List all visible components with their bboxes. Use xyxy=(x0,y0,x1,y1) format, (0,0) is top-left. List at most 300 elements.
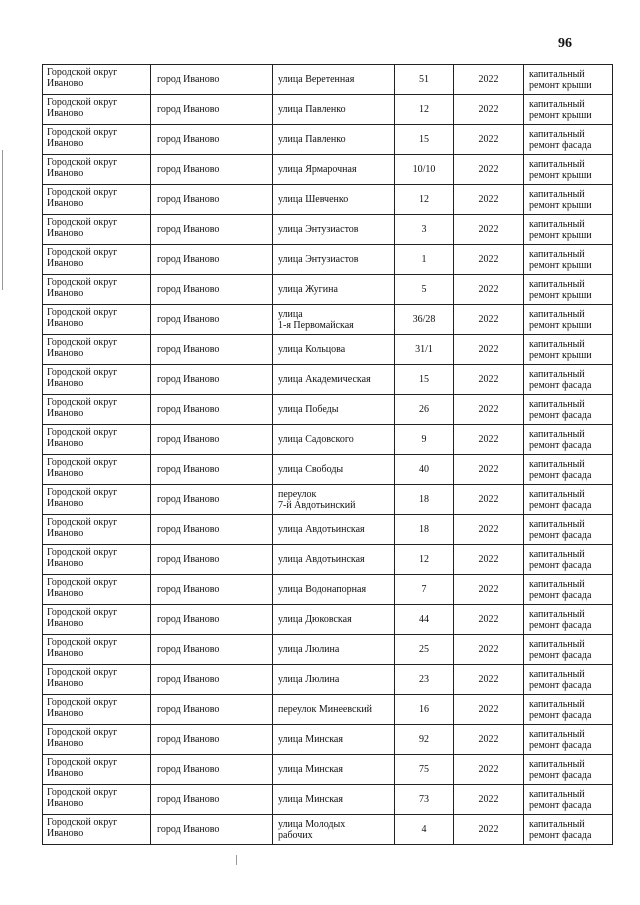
cell-city-text: город Иваново xyxy=(157,224,220,235)
cell-street xyxy=(273,275,395,305)
cell-house xyxy=(395,635,454,665)
cell-work xyxy=(524,545,613,575)
cell-district-text: Городской округ Иваново xyxy=(47,217,118,239)
cell-work-text: капитальный ремонт фасада xyxy=(529,518,592,541)
cell-street xyxy=(273,395,395,425)
cell-year xyxy=(454,245,524,275)
cell-work-text: капитальный ремонт фасада xyxy=(529,578,592,601)
cell-work-text: капитальный ремонт крыши xyxy=(529,188,592,211)
cell-district-text: Городской округ Иваново xyxy=(47,397,118,419)
table-row xyxy=(43,305,613,335)
cell-work xyxy=(524,125,613,155)
cell-district xyxy=(43,95,151,125)
cell-work-text: капитальный ремонт фасада xyxy=(529,458,592,481)
table-row xyxy=(43,335,613,365)
table-row xyxy=(43,365,613,395)
cell-work xyxy=(524,65,613,95)
cell-year xyxy=(454,275,524,305)
cell-city xyxy=(151,815,273,845)
table-row xyxy=(43,815,613,845)
cell-house xyxy=(395,515,454,545)
cell-house-text: 26 xyxy=(419,404,429,415)
cell-district-text: Городской округ Иваново xyxy=(47,427,118,449)
cell-year-text: 2022 xyxy=(478,584,499,595)
cell-street xyxy=(273,305,395,335)
cell-work xyxy=(524,425,613,455)
cell-work-text: капитальный ремонт фасада xyxy=(529,608,592,631)
cell-street-text: улица Энтузиастов xyxy=(278,224,359,235)
table-row xyxy=(43,515,613,545)
cell-year xyxy=(454,215,524,245)
cell-house-text: 3 xyxy=(421,224,427,235)
cell-year xyxy=(454,95,524,125)
cell-city xyxy=(151,545,273,575)
cell-city xyxy=(151,785,273,815)
cell-house-text: 1 xyxy=(421,254,427,265)
cell-work xyxy=(524,665,613,695)
table-row xyxy=(43,575,613,605)
cell-year-text: 2022 xyxy=(478,824,499,835)
cell-street xyxy=(273,725,395,755)
table-row xyxy=(43,245,613,275)
cell-district xyxy=(43,365,151,395)
cell-year xyxy=(454,575,524,605)
cell-city xyxy=(151,245,273,275)
cell-house xyxy=(395,335,454,365)
cell-street-text: улица Шевченко xyxy=(278,194,349,205)
cell-work-text: капитальный ремонт фасада xyxy=(529,398,592,421)
cell-house-text: 40 xyxy=(419,464,429,475)
table-row xyxy=(43,155,613,185)
cell-house xyxy=(395,275,454,305)
cell-street xyxy=(273,425,395,455)
cell-street-text: улица Павленко xyxy=(278,134,346,145)
cell-year-text: 2022 xyxy=(478,434,499,445)
cell-work-text: капитальный ремонт фасада xyxy=(529,698,592,721)
cell-district-text: Городской округ Иваново xyxy=(47,187,118,209)
cell-work xyxy=(524,155,613,185)
cell-year-text: 2022 xyxy=(478,134,499,145)
cell-city-text: город Иваново xyxy=(157,314,220,325)
cell-city xyxy=(151,755,273,785)
cell-year-text: 2022 xyxy=(478,194,499,205)
cell-work-text: капитальный ремонт крыши xyxy=(529,248,592,271)
cell-city-text: город Иваново xyxy=(157,524,220,535)
cell-city-text: город Иваново xyxy=(157,764,220,775)
cell-district xyxy=(43,185,151,215)
cell-year-text: 2022 xyxy=(478,524,499,535)
cell-work xyxy=(524,305,613,335)
cell-house xyxy=(395,395,454,425)
cell-street xyxy=(273,815,395,845)
cell-house xyxy=(395,485,454,515)
cell-house-text: 36/28 xyxy=(412,314,436,325)
cell-city xyxy=(151,305,273,335)
cell-work xyxy=(524,755,613,785)
cell-district-text: Городской округ Иваново xyxy=(47,487,118,509)
cell-work xyxy=(524,785,613,815)
cell-house xyxy=(395,725,454,755)
cell-city xyxy=(151,665,273,695)
cell-house xyxy=(395,455,454,485)
cell-city xyxy=(151,425,273,455)
cell-city-text: город Иваново xyxy=(157,434,220,445)
cell-city-text: город Иваново xyxy=(157,404,220,415)
cell-street xyxy=(273,335,395,365)
table-row xyxy=(43,125,613,155)
cell-city xyxy=(151,125,273,155)
cell-year-text: 2022 xyxy=(478,314,499,325)
cell-house-text: 16 xyxy=(419,704,429,715)
cell-house-text: 12 xyxy=(419,554,429,565)
cell-house-text: 9 xyxy=(421,434,427,445)
table-row xyxy=(43,635,613,665)
cell-street xyxy=(273,245,395,275)
cell-house-text: 12 xyxy=(419,194,429,205)
cell-city-text: город Иваново xyxy=(157,134,220,145)
cell-city xyxy=(151,575,273,605)
cell-street xyxy=(273,785,395,815)
cell-year xyxy=(454,695,524,725)
cell-house-text: 44 xyxy=(419,614,429,625)
cell-house xyxy=(395,425,454,455)
table-row xyxy=(43,425,613,455)
table-row xyxy=(43,545,613,575)
cell-city-text: город Иваново xyxy=(157,194,220,205)
cell-street-text: улица Свободы xyxy=(278,464,344,475)
cell-street-text: улица Минская xyxy=(278,734,343,745)
cell-year xyxy=(454,395,524,425)
cell-year xyxy=(454,185,524,215)
cell-city-text: город Иваново xyxy=(157,794,220,805)
cell-city-text: город Иваново xyxy=(157,464,220,475)
cell-city xyxy=(151,335,273,365)
cell-year-text: 2022 xyxy=(478,674,499,685)
cell-street-text: улица Энтузиастов xyxy=(278,254,359,265)
cell-district xyxy=(43,515,151,545)
cell-district xyxy=(43,815,151,845)
cell-district-text: Городской округ Иваново xyxy=(47,277,118,299)
cell-street-text: улица Люлина xyxy=(278,674,340,685)
cell-year xyxy=(454,425,524,455)
cell-street xyxy=(273,665,395,695)
cell-district-text: Городской округ Иваново xyxy=(47,727,118,749)
cell-year-text: 2022 xyxy=(478,404,499,415)
cell-street xyxy=(273,365,395,395)
cell-work-text: капитальный ремонт фасада xyxy=(529,488,592,511)
cell-street xyxy=(273,605,395,635)
cell-district xyxy=(43,665,151,695)
cell-house-text: 75 xyxy=(419,764,429,775)
cell-street-text: улица Павленко xyxy=(278,104,346,115)
cell-work-text: капитальный ремонт фасада xyxy=(529,368,592,391)
cell-year-text: 2022 xyxy=(478,254,499,265)
page-number: 96 xyxy=(558,36,572,51)
cell-year-text: 2022 xyxy=(478,224,499,235)
cell-street-text: переулок 7-й Авдотьинский xyxy=(278,488,356,511)
cell-year xyxy=(454,545,524,575)
table-row xyxy=(43,215,613,245)
cell-city-text: город Иваново xyxy=(157,734,220,745)
cell-street xyxy=(273,545,395,575)
cell-district xyxy=(43,575,151,605)
cell-district xyxy=(43,425,151,455)
cell-city xyxy=(151,275,273,305)
cell-city-text: город Иваново xyxy=(157,284,220,295)
cell-district-text: Городской округ Иваново xyxy=(47,607,118,629)
cell-year-text: 2022 xyxy=(478,734,499,745)
cell-work-text: капитальный ремонт крыши xyxy=(529,98,592,121)
cell-work xyxy=(524,215,613,245)
cell-work xyxy=(524,725,613,755)
cell-district xyxy=(43,605,151,635)
cell-year-text: 2022 xyxy=(478,704,499,715)
cell-street-text: улица Авдотьинская xyxy=(278,554,365,565)
margin-mark-center xyxy=(236,855,237,865)
cell-work xyxy=(524,95,613,125)
cell-city-text: город Иваново xyxy=(157,164,220,175)
cell-district xyxy=(43,545,151,575)
cell-street-text: улица Минская xyxy=(278,764,343,775)
cell-street xyxy=(273,575,395,605)
cell-city xyxy=(151,455,273,485)
cell-house-text: 10/10 xyxy=(412,164,436,175)
cell-city xyxy=(151,95,273,125)
cell-city xyxy=(151,395,273,425)
cell-street-text: улица Академическая xyxy=(278,374,371,385)
cell-year-text: 2022 xyxy=(478,284,499,295)
cell-work-text: капитальный ремонт фасада xyxy=(529,548,592,571)
cell-work-text: капитальный ремонт фасада xyxy=(529,728,592,751)
cell-work xyxy=(524,515,613,545)
margin-mark-left xyxy=(2,150,3,290)
cell-district-text: Городской округ Иваново xyxy=(47,637,118,659)
cell-year xyxy=(454,755,524,785)
cell-district xyxy=(43,725,151,755)
cell-work xyxy=(524,635,613,665)
cell-year xyxy=(454,605,524,635)
table-row xyxy=(43,395,613,425)
cell-street-text: улица Веретенная xyxy=(278,74,355,85)
cell-district xyxy=(43,215,151,245)
cell-district-text: Городской округ Иваново xyxy=(47,337,118,359)
cell-year xyxy=(454,515,524,545)
table-row xyxy=(43,65,613,95)
cell-street-text: улица Водонапорная xyxy=(278,584,367,595)
cell-work-text: капитальный ремонт крыши xyxy=(529,218,592,241)
cell-year xyxy=(454,155,524,185)
cell-work xyxy=(524,455,613,485)
cell-year-text: 2022 xyxy=(478,644,499,655)
cell-district-text: Городской округ Иваново xyxy=(47,127,118,149)
cell-street xyxy=(273,65,395,95)
cell-street xyxy=(273,185,395,215)
cell-work xyxy=(524,365,613,395)
cell-house xyxy=(395,365,454,395)
cell-city xyxy=(151,725,273,755)
cell-district-text: Городской округ Иваново xyxy=(47,697,118,719)
cell-year xyxy=(454,365,524,395)
cell-district-text: Городской округ Иваново xyxy=(47,97,118,119)
cell-city xyxy=(151,515,273,545)
cell-work xyxy=(524,335,613,365)
cell-year-text: 2022 xyxy=(478,494,499,505)
cell-city-text: город Иваново xyxy=(157,374,220,385)
table-row xyxy=(43,485,613,515)
cell-house-text: 15 xyxy=(419,134,429,145)
cell-street-text: улица 1-я Первомайская xyxy=(278,308,354,331)
cell-street xyxy=(273,485,395,515)
cell-district xyxy=(43,395,151,425)
cell-work xyxy=(524,695,613,725)
cell-district-text: Городской округ Иваново xyxy=(47,457,118,479)
cell-house xyxy=(395,95,454,125)
cell-district xyxy=(43,275,151,305)
cell-house xyxy=(395,605,454,635)
cell-house-text: 5 xyxy=(421,284,427,295)
cell-year-text: 2022 xyxy=(478,344,499,355)
cell-city xyxy=(151,695,273,725)
table-row xyxy=(43,665,613,695)
cell-city-text: город Иваново xyxy=(157,344,220,355)
cell-district xyxy=(43,125,151,155)
cell-city xyxy=(151,185,273,215)
cell-district xyxy=(43,755,151,785)
cell-city-text: город Иваново xyxy=(157,104,220,115)
cell-street xyxy=(273,215,395,245)
cell-work-text: капитальный ремонт фасада xyxy=(529,788,592,811)
cell-work xyxy=(524,575,613,605)
cell-house xyxy=(395,125,454,155)
cell-work-text: капитальный ремонт фасада xyxy=(529,818,592,841)
cell-city-text: город Иваново xyxy=(157,614,220,625)
cell-city xyxy=(151,65,273,95)
table-row xyxy=(43,605,613,635)
cell-district xyxy=(43,155,151,185)
cell-year-text: 2022 xyxy=(478,74,499,85)
cell-work-text: капитальный ремонт фасада xyxy=(529,668,592,691)
cell-year xyxy=(454,455,524,485)
cell-street-text: улица Люлина xyxy=(278,644,340,655)
cell-city xyxy=(151,155,273,185)
cell-district-text: Городской округ Иваново xyxy=(47,367,118,389)
cell-street-text: улица Жугина xyxy=(278,284,338,295)
cell-year xyxy=(454,665,524,695)
cell-work xyxy=(524,605,613,635)
cell-year xyxy=(454,815,524,845)
cell-house-text: 18 xyxy=(419,524,429,535)
cell-city xyxy=(151,485,273,515)
cell-house xyxy=(395,755,454,785)
cell-district-text: Городской округ Иваново xyxy=(47,757,118,779)
cell-district xyxy=(43,455,151,485)
table-row xyxy=(43,185,613,215)
cell-year-text: 2022 xyxy=(478,794,499,805)
cell-street xyxy=(273,695,395,725)
table-body xyxy=(43,65,613,845)
table-row xyxy=(43,455,613,485)
table-row xyxy=(43,275,613,305)
cell-street xyxy=(273,125,395,155)
cell-work-text: капитальный ремонт крыши xyxy=(529,158,592,181)
cell-work-text: капитальный ремонт крыши xyxy=(529,278,592,301)
cell-district-text: Городской округ Иваново xyxy=(47,157,118,179)
cell-city-text: город Иваново xyxy=(157,644,220,655)
cell-year-text: 2022 xyxy=(478,164,499,175)
cell-house-text: 31/1 xyxy=(415,344,433,355)
cell-house-text: 7 xyxy=(421,584,427,595)
cell-district xyxy=(43,485,151,515)
cell-district-text: Городской округ Иваново xyxy=(47,787,118,809)
table-row xyxy=(43,755,613,785)
cell-work-text: капитальный ремонт фасада xyxy=(529,638,592,661)
cell-work xyxy=(524,245,613,275)
cell-district xyxy=(43,785,151,815)
cell-work-text: капитальный ремонт фасада xyxy=(529,428,592,451)
cell-work-text: капитальный ремонт фасада xyxy=(529,128,592,151)
table-row xyxy=(43,95,613,125)
cell-house xyxy=(395,65,454,95)
cell-year xyxy=(454,65,524,95)
cell-street xyxy=(273,635,395,665)
cell-year-text: 2022 xyxy=(478,554,499,565)
cell-street-text: переулок Минеевский xyxy=(278,704,373,715)
cell-work-text: капитальный ремонт крыши xyxy=(529,338,592,361)
cell-city xyxy=(151,605,273,635)
cell-district-text: Городской округ Иваново xyxy=(47,307,118,329)
cell-house xyxy=(395,155,454,185)
cell-work-text: капитальный ремонт фасада xyxy=(529,758,592,781)
cell-district xyxy=(43,65,151,95)
cell-work xyxy=(524,275,613,305)
cell-year xyxy=(454,785,524,815)
cell-street xyxy=(273,95,395,125)
cell-house-text: 15 xyxy=(419,374,429,385)
cell-house-text: 73 xyxy=(419,794,429,805)
cell-year xyxy=(454,725,524,755)
cell-year-text: 2022 xyxy=(478,464,499,475)
cell-district-text: Городской округ Иваново xyxy=(47,577,118,599)
cell-district xyxy=(43,635,151,665)
cell-year-text: 2022 xyxy=(478,614,499,625)
cell-work xyxy=(524,185,613,215)
cell-city-text: город Иваново xyxy=(157,554,220,565)
cell-city xyxy=(151,215,273,245)
cell-house xyxy=(395,185,454,215)
cell-district-text: Городской округ Иваново xyxy=(47,247,118,269)
cell-year-text: 2022 xyxy=(478,374,499,385)
cell-street-text: улица Кольцова xyxy=(278,344,346,355)
cell-district-text: Городской округ Иваново xyxy=(47,817,118,839)
cell-house xyxy=(395,305,454,335)
table-row xyxy=(43,725,613,755)
cell-house xyxy=(395,665,454,695)
cell-district xyxy=(43,305,151,335)
cell-district-text: Городской округ Иваново xyxy=(47,667,118,689)
cell-city-text: город Иваново xyxy=(157,584,220,595)
cell-district xyxy=(43,695,151,725)
cell-city-text: город Иваново xyxy=(157,254,220,265)
cell-house-text: 23 xyxy=(419,674,429,685)
cell-district-text: Городской округ Иваново xyxy=(47,67,118,89)
cell-district-text: Городской округ Иваново xyxy=(47,547,118,569)
cell-house xyxy=(395,545,454,575)
cell-year xyxy=(454,485,524,515)
cell-city-text: город Иваново xyxy=(157,494,220,505)
cell-street-text: улица Садовского xyxy=(278,434,354,445)
cell-house-text: 25 xyxy=(419,644,429,655)
cell-city-text: город Иваново xyxy=(157,824,220,835)
